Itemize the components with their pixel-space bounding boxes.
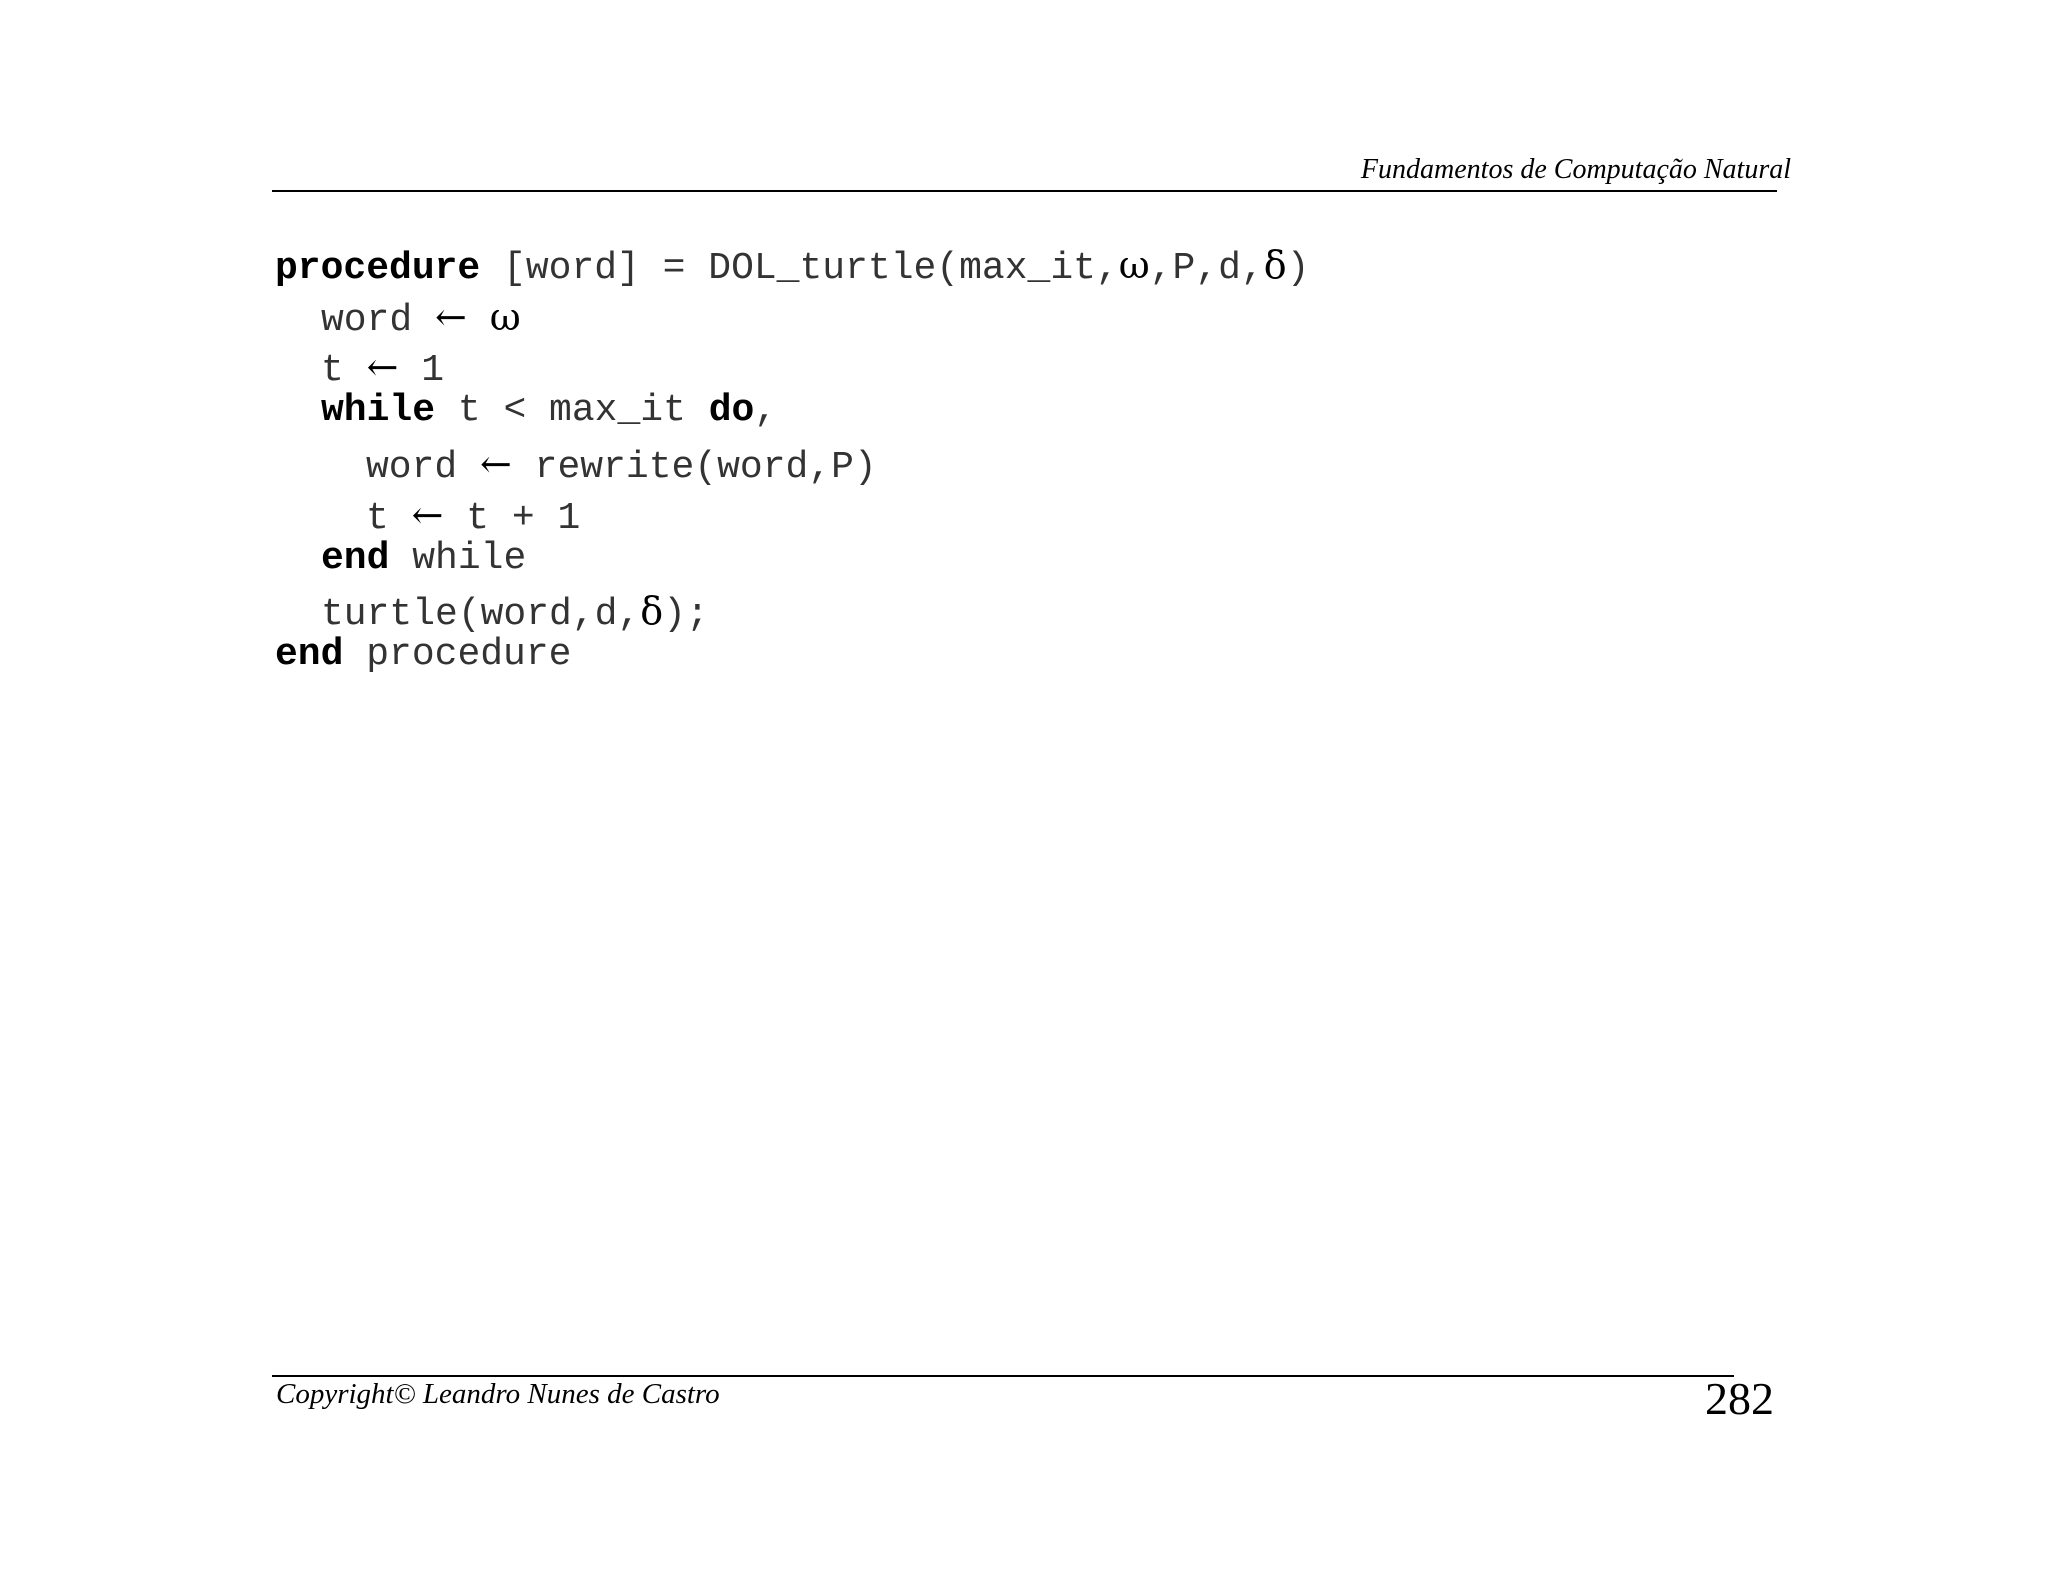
code-text — [467, 299, 490, 342]
copyright-notice: Copyright© Leandro Nunes de Castro — [276, 1378, 720, 1410]
code-text: ,P,d, — [1149, 247, 1264, 290]
code-line-4 — [321, 388, 777, 434]
keyword-end: end — [321, 537, 390, 580]
left-arrow-symbol: ← — [435, 295, 467, 339]
code-text: t < max_it — [435, 389, 709, 432]
code-line-8 — [321, 588, 709, 634]
left-arrow-symbol: ← — [480, 442, 512, 486]
code-text: t + 1 — [443, 497, 581, 540]
omega-symbol: ω — [489, 295, 521, 339]
keyword-do: do — [708, 389, 755, 432]
code-line-2 — [321, 294, 521, 340]
code-line-6 — [366, 492, 580, 538]
delta-symbol: δ — [640, 589, 664, 633]
delta-symbol: δ — [1263, 243, 1287, 287]
code-text: t — [321, 349, 367, 392]
code-line-7 — [321, 536, 526, 582]
running-header-title: Fundamentos de Computação Natural — [1360, 154, 1791, 185]
keyword-procedure: procedure — [275, 247, 481, 290]
code-text: ) — [1286, 247, 1310, 290]
page-number: 282 — [1705, 1373, 1774, 1424]
code-text: while — [389, 537, 527, 580]
header-rule — [272, 190, 1777, 192]
code-line-3 — [321, 344, 444, 390]
code-text: t — [366, 497, 412, 540]
code-text: , — [754, 389, 778, 432]
code-text: procedure — [343, 633, 572, 676]
code-text: word — [366, 446, 481, 489]
code-text: word — [321, 299, 436, 342]
code-line-9 — [275, 632, 571, 678]
left-arrow-symbol: ← — [411, 493, 444, 537]
keyword-end: end — [275, 633, 344, 676]
omega-symbol: ω — [1118, 243, 1150, 287]
keyword-while: while — [321, 389, 436, 432]
code-line-1 — [275, 242, 1309, 288]
left-arrow-symbol: ← — [366, 345, 399, 389]
pseudocode-block — [275, 242, 1310, 1145]
code-text: 1 — [398, 349, 445, 392]
code-text: turtle(word,d, — [321, 593, 641, 636]
code-line-5 — [366, 441, 877, 487]
code-text: [word] = DOL_turtle(max_it, — [480, 247, 1119, 290]
code-text: rewrite(word,P) — [511, 446, 877, 489]
code-text: ); — [663, 593, 709, 636]
